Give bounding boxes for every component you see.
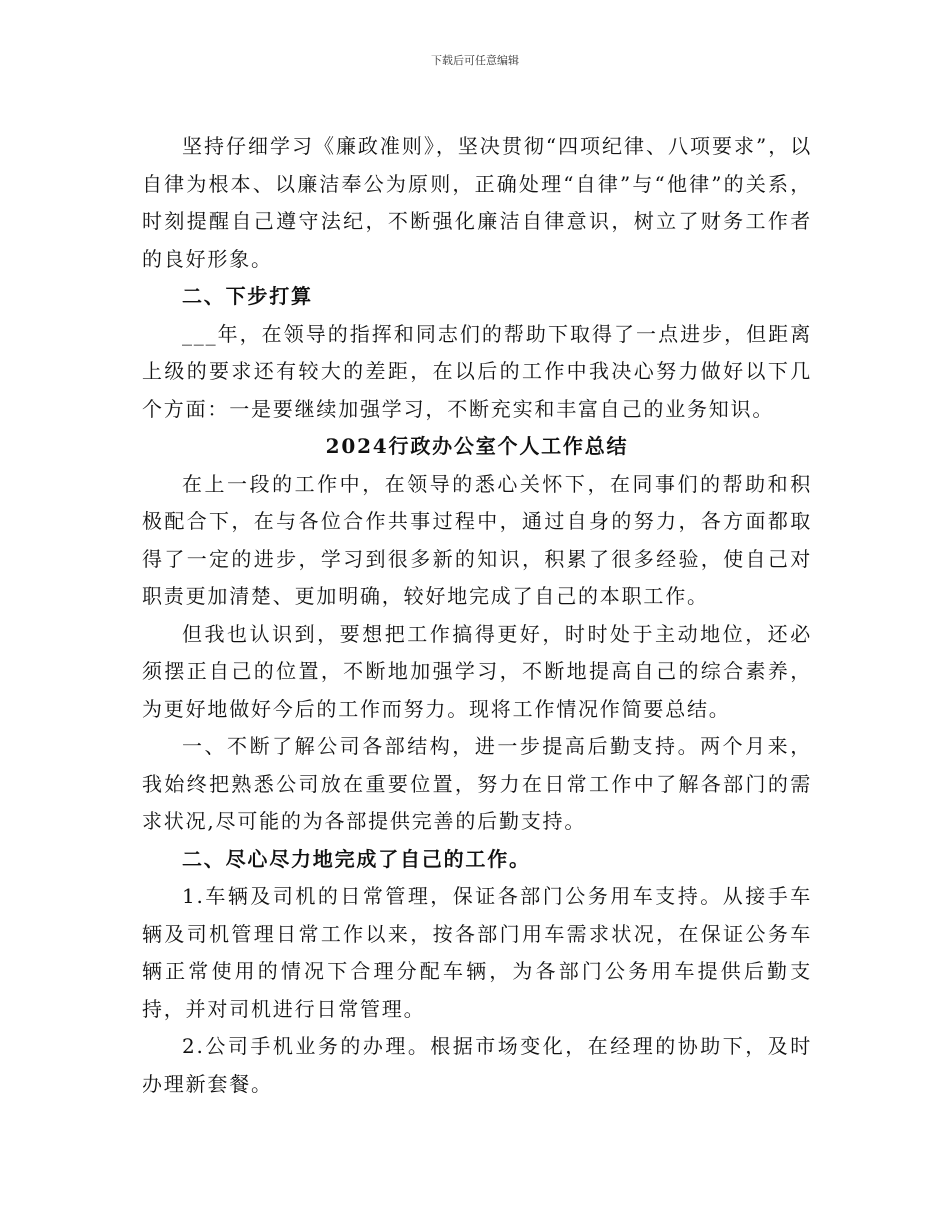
paragraph: 1.车辆及司机的日常管理，保证各部门公务用车支持。从接手车辆及司机管理日常工作以来，按各部门用车需求状况，在保证公务车辆正常使用的情况下合理分配车辆，为各部门公务用车提供后勤支持，并对司机进行日常管理。	[142, 884, 812, 1021]
document-body	[142, 128, 812, 1103]
section-heading: 二、尽心尽力地完成了自己的工作。	[182, 846, 531, 871]
paragraph: 但我也认识到，要想把工作搞得更好，时时处于主动地位，还必须摆正自己的位置，不断地加强学习，不断地提高自己的综合素养，为更好地做好今后的工作而努力。现将工作情况作简要总结。	[142, 621, 812, 721]
paragraph: 2.公司手机业务的办理。根据市场变化，在经理的协助下，及时办理新套餐。	[142, 1034, 812, 1096]
section-heading: 二、下步打算	[182, 284, 313, 308]
paragraph: 在上一段的工作中，在领导的悉心关怀下，在同事们的帮助和积极配合下，在与各位合作共事过程中，通过自身的努力，各方面都取得了一定的进步，学习到很多新的知识，积累了很多经验，使自己对职责更加清楚、更加明确，较好地完成了自己的本职工作。	[142, 471, 812, 608]
paragraph: 坚持仔细学习《廉政准则》，坚决贯彻“四项纪律、八项要求”，以自律为根本、以廉洁奉公为原则，正确处理“自律”与“他律”的关系，时刻提醒自己遵守法纪，不断强化廉洁自律意识，树立了财务工作者的良好形象。	[142, 134, 812, 271]
document-title: 2024行政办公室个人工作总结	[325, 434, 629, 458]
paragraph: 一、不断了解公司各部结构，进一步提高后勤支持。两个月来，我始终把熟悉公司放在重要位置，努力在日常工作中了解各部门的需求状况,尽可能的为各部提供完善的后勤支持。	[142, 734, 812, 833]
paragraph: ___年，在领导的指挥和同志们的帮助下取得了一点进步，但距离上级的要求还有较大的差距，在以后的工作中我决心努力做好以下几个方面：一是要继续加强学习，不断充实和丰富自己的业务知识。	[142, 321, 812, 421]
page-header: 下载后可任意编辑	[431, 54, 519, 67]
